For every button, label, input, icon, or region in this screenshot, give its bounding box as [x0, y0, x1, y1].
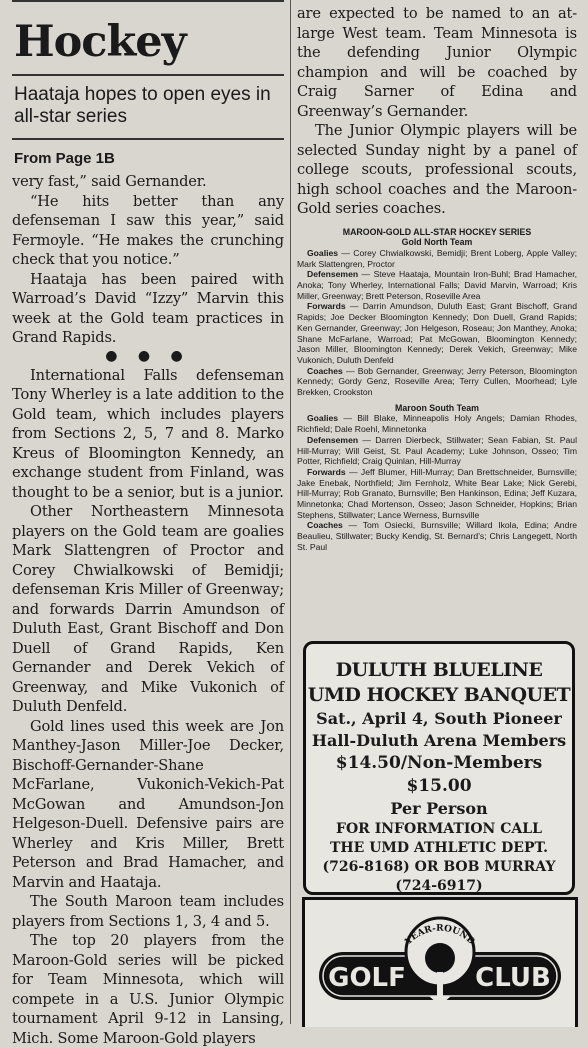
roster-entry: [297, 248, 577, 269]
article-body-right: [297, 4, 577, 219]
roster-entry: [297, 435, 577, 467]
headline-rule: [12, 138, 284, 140]
paragraph: Haataja has been paired with Warroad’s David “Izzy” Marvin this week at the Gold team practices in Grand Rapids.: [12, 270, 284, 346]
golf-ball-icon: [425, 943, 455, 973]
ad-line: Sat., April 4, South Pioneer: [316, 709, 562, 728]
roster-label: Defensemen: [307, 434, 359, 445]
ad-line: UMD HOCKEY BANQUET: [307, 684, 571, 706]
roster-label: Goalies: [307, 247, 339, 258]
paragraph: The Junior Olympic players will be selected Sunday night by a panel of college scouts, professional scouts, high school coaches and the Maroon-Gold series coaches.: [297, 122, 577, 217]
golf-club-logo: [305, 900, 575, 1027]
roster-label: Coaches: [307, 365, 343, 376]
jump-line: From Page 1B: [14, 150, 115, 167]
golf-tee-icon: [437, 972, 443, 996]
roster-entry: [297, 366, 577, 398]
roster-names: — Darren Dierbeck, Stillwater; Sean Fabian, St. Paul Hill-Murray; Will Geist, St. Paul Academy; Luke Johnson, Osseo; Tim Potter, Richfield; Craig Quinlan, Hill-Murray: [297, 434, 577, 467]
paragraph: very fast,” said Gernander.: [12, 173, 207, 190]
roster-names: — Darrin Amundson, Duluth East; Grant Bischoff, Grand Rapids; Joe Decker Bloomington Kennedy; Don Duell, Grand Rapids; Ken Gernander, Greenway; Jon Helgeson, Roseau; Jon Manthey, Anoka; Shane McFarlane, Warroad; Pat McGowan, Bloomington Kennedy; Jason Miller, Bloomington Kennedy; Derek Vekich, Greenway; Mike Vukonich, Duluth Denfeld: [297, 301, 577, 365]
title-rule: [12, 74, 284, 76]
paragraph: are expected to be named to an at-large West team. Team Minnesota is the defending Junior Olympic champion and will be coached by Craig Sarner of Edina and Greenway’s Gernander.: [297, 5, 577, 120]
paragraph: Other Northeastern Minnesota players on the Gold team are goalies Mark Slattengren of Proctor and Corey Chwialkowski of Bemidji; defenseman Kris Miller of Greenway; and forwards Darrin Amundson of Duluth East, Grant Bischoff and Don Duell of Grand Rapids, Ken Gernander and Derek Vekich of Greenway, and Mike Vukonich of Duluth Denfeld.: [12, 503, 284, 715]
roster-names: — Tom Osiecki, Burnsville; Willard Ikola, Edina; Andre Beaulieu, Stillwater; Bucky Kendig, St. Bernard’s; Chris Langegett, North St. Paul: [297, 520, 578, 552]
roster-box: [297, 227, 577, 553]
left-column: [12, 0, 284, 1048]
golf-club-advertisement: [302, 897, 578, 1027]
logo-arc-text: YEAR-ROUND: [403, 923, 477, 947]
roster-names: — Steve Haataja, Mountain Iron-Buhl; Brad Hamacher, Anoka; Tony Wherley, International Falls; David Marvin, Warroad; Kris Miller, Greenway; Brett Peterson, Roseville Area: [297, 269, 577, 301]
paragraph: Gold lines used this week are Jon Manthey-Jason Miller-Joe Decker, Bischoff-Gernander-Shane McFarlane, Vukonich-Vekich-Pat McGowan and Amundson-Jon Helgeson-Duell. Defensive pairs are Wherley and Kris Miller, Brett Peterson and Brad Hamacher, and Marvin and Haataja.: [12, 717, 284, 891]
north-team-title: Gold North Team: [401, 237, 473, 248]
logo-word-club: CLUB: [475, 963, 551, 993]
ad-line: Per Person: [390, 799, 488, 818]
roster-title: MAROON-GOLD ALL-STAR HOCKEY SERIES: [342, 226, 532, 237]
logo-word-golf: GOLF: [328, 963, 406, 993]
top-rule: [12, 0, 284, 2]
article-body-left: [12, 172, 284, 1048]
roster-names: — Jeff Blumer, Hill-Murray; Dan Brettschneider, Burnsville; Jake Enebak, Northfield; Jim Fernholz, White Bear Lake; Nick Gerebi, Hill-Murray; Rob Granato, Burnsville; Ben Hankinson, Edina; Jeff Kuzara, Minnetonka; Chad Mortenson, Osseo; Jason Schneider, Hopkins; Brian Stephens, Stillwater; Lance Werness, Burnsville: [297, 466, 578, 520]
roster-entry: [297, 413, 577, 434]
roster-label: Forwards: [307, 466, 346, 477]
ad-line: $14.50/Non-Members $15.00: [335, 753, 543, 796]
section-break-dots: ● ● ●: [105, 347, 191, 364]
article-headline: Haataja hopes to open eyes in all-star series: [14, 84, 271, 127]
right-column: [297, 0, 577, 553]
section-title: Hockey: [14, 17, 186, 67]
roster-label: Goalies: [307, 413, 339, 424]
ad-line: THE UMD ATHLETIC DEPT.: [330, 840, 548, 856]
roster-entry: [297, 467, 577, 521]
south-team-title: Maroon South Team: [395, 402, 479, 413]
roster-label: Forwards: [307, 301, 346, 312]
ad-line: (724-6917): [395, 878, 483, 894]
roster-names: — Bob Gernander, Greenway; Jerry Peterson, Bloomington Kennedy; Gordy Genz, Roseville Area; Terry Cullen, Moorhead; Lyle Brekken, Crookston: [297, 365, 577, 398]
roster-names: — Bill Blake, Minneapolis Holy Angels; Damian Rhodes, Richfield; Dale Roehl, Minnetonka: [297, 413, 578, 435]
roster-label: Coaches: [307, 520, 343, 531]
ad-line: FOR INFORMATION CALL: [336, 821, 542, 837]
ad-line: Hall-Duluth Arena Members: [311, 731, 567, 750]
roster-entry: [297, 269, 577, 301]
ad-line: DULUTH BLUELINE: [335, 659, 543, 681]
paragraph: The top 20 players from the Maroon-Gold series will be picked for Team Minnesota, which will compete in a U.S. Junior Olympic tournament April 9-12 in Lansing, Mich. Some Maroon-Gold players: [12, 932, 284, 1047]
roster-entry: [297, 520, 577, 552]
column-rule: [290, 0, 291, 1024]
roster-entry: [297, 301, 577, 365]
roster-label: Defensemen: [307, 269, 359, 280]
paragraph: “He hits better than any defenseman I saw this year,” said Fermoyle. “He makes the crunching check that you notice.”: [12, 192, 284, 268]
roster-names: — Corey Chwialkowski, Bemidji; Brent Loberg, Apple Valley; Mark Slattengren, Proctor: [297, 247, 578, 269]
banquet-advertisement: [303, 641, 575, 895]
paragraph: International Falls defenseman Tony Wherley is a late addition to the Gold team, which includes players from Sections 2, 5, 7 and 8. Marko Kreus of Bloomington Kennedy, an exchange student from Finland, was thought to be a senior, but is a junior.: [12, 366, 284, 501]
ad-line: (726-8168) OR BOB MURRAY: [322, 859, 556, 875]
paragraph: The South Maroon team includes players from Sections 1, 3, 4 and 5.: [12, 893, 284, 930]
